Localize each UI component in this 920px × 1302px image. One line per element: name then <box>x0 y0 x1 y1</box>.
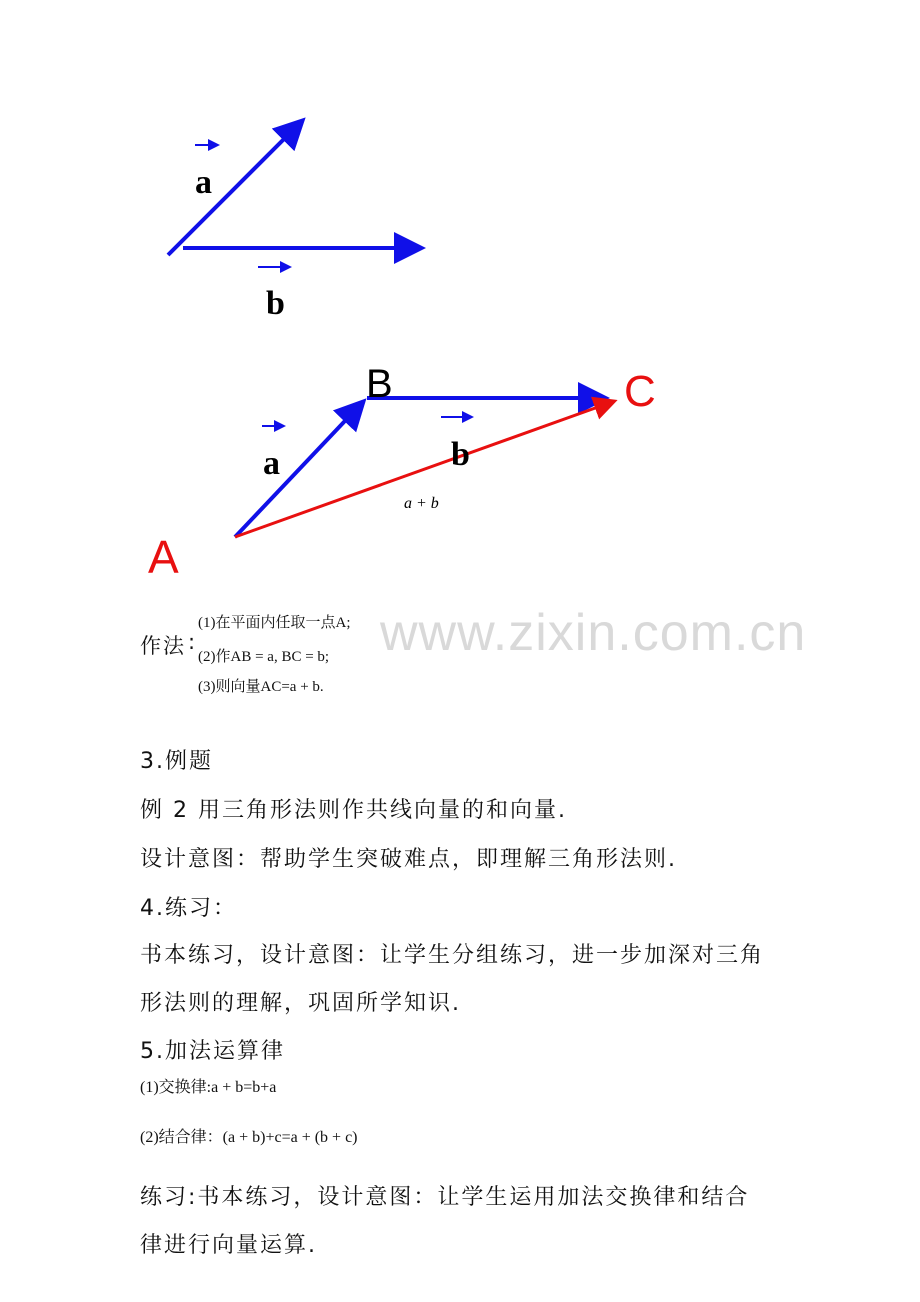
commutative-law: (1)交换律:a + b=b+a <box>140 1079 277 1096</box>
construction-step-2: (2)作AB = a, BC = b; <box>198 649 330 665</box>
point-b-label: B <box>366 362 393 406</box>
practice-text-line-1: 书本练习，设计意图：让学生分组练习，进一步加深对三角 <box>140 943 765 968</box>
example-2-text: 例 2 用三角形法则作共线向量的和向量. <box>140 798 567 823</box>
sum-label: a + b <box>404 495 439 512</box>
vector-b-label: b <box>266 285 285 322</box>
vector-a2-label: a <box>263 445 280 482</box>
construction-step-1: (1)在平面内任取一点A; <box>198 615 351 631</box>
exercise-text-line-1: 练习:书本练习，设计意图：让学生运用加法交换律和结合 <box>140 1185 750 1210</box>
design-intent-1: 设计意图：帮助学生突破难点，即理解三角形法则. <box>140 847 677 872</box>
figure-vectors-a-b <box>168 123 418 322</box>
construction-colon: : <box>188 630 196 654</box>
point-a-label: A <box>148 531 179 583</box>
watermark: www.zixin.com.cn <box>380 604 807 662</box>
vector-b2-label: b <box>451 436 470 473</box>
vector-ab-arrow <box>235 404 361 537</box>
vector-ac-arrow <box>235 402 612 537</box>
figure-triangle-rule <box>148 362 656 583</box>
associative-law: (2)结合律：(a + b)+c=a + (b + c) <box>140 1129 358 1146</box>
vector-figures <box>0 0 920 600</box>
construction-heading: 作法 <box>140 634 186 658</box>
practice-text-line-2: 形法则的理解，巩固所学知识. <box>140 991 461 1016</box>
construction-step-3: (3)则向量AC=a + b. <box>198 679 324 695</box>
vector-a-label: a <box>195 164 212 201</box>
section-5-heading: 5.加法运算律 <box>140 1039 285 1064</box>
section-4-heading: 4.练习： <box>140 896 237 921</box>
vector-a-arrow <box>168 123 300 255</box>
point-c-label: C <box>624 367 656 416</box>
section-3-heading: 3.例题 <box>140 749 213 774</box>
exercise-text-line-2: 律进行向量运算. <box>140 1233 317 1258</box>
